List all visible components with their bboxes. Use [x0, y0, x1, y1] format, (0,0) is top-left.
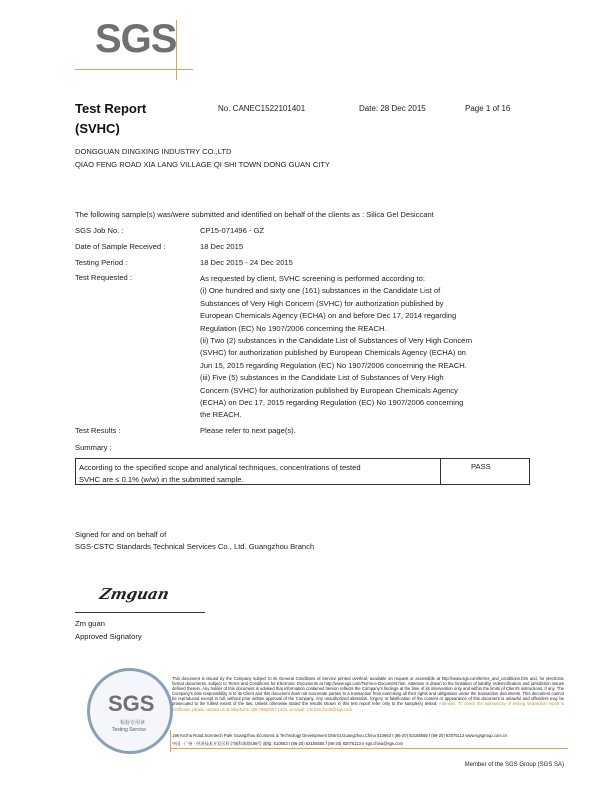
report-date: Date: 28 Dec 2015 — [359, 104, 426, 113]
address-cn: 中国 · 广州 · 经济技术开发区科学城科珠路198号 邮编: 510663 t (86-20) 82155555 f (86-20) 82075113 e sgs.china@sgs.com — [172, 741, 404, 746]
disclaimer: This document is issued by the Company subject to its General Conditions of Service printed overleaf, available on request or accessible at http://www.sgs.com/terms_and_conditions.htm and, for electronic format documents, subject to Terms and Conditions for Electronic Documents at http://www.sgs.com/Terms-e-Document.htm. Attention is drawn to the limitation of liability, indemnification and jurisdiction issues defined therein. Any holder of this document is advised that information contained hereon reflects the Company's findings at the time of its intervention only and within the limits of Client's instructions, if any. The Company's sole responsibility is to its Client and this document does not exonerate parties to a transaction from exercising all their rights and obligations under the transaction documents. This document cannot be reproduced except in full, without prior written approval of the Company. Any unauthorized alteration, forgery or falsification of the content or appearance of this document is unlawful and offenders may be prosecuted to the fullest extent of the law. Unless otherwise stated the results shown in this test report refer only to the sample(s) tested. Attention: To check the authenticity of testing /inspection report & certificate, please contact us at telephone: (86-755)8307 1443, or email: CN.Doccheck@sgs.com — [172, 676, 564, 712]
sgs-logo: SGS — [75, 15, 195, 85]
client-name: DONGGUAN DINGXING INDUSTRY CO.,LTD — [75, 147, 232, 156]
report-number: No. CANEC1522101401 — [218, 104, 306, 113]
verdict: PASS — [471, 462, 491, 471]
intro-text: The following sample(s) was/were submitted and identified on behalf of the clients as : Silica Gel Desiccant — [75, 210, 434, 219]
field-value: 18 Dec 2015 - 24 Dec 2015 — [200, 258, 293, 267]
report-title: Test Report — [75, 101, 147, 116]
page-number: Page 1 of 16 — [465, 104, 511, 113]
results-value: Please refer to next page(s). — [200, 426, 296, 435]
signature: Zmguan — [98, 585, 171, 603]
test-requested-text: As requested by client, SVHC screening is performed according to: (i) One hundred and sixty one (161) substances in the Candidate List of Substances of Very High Concern (SVHC) for authorization published by European Chemicals Agency (ECHA) on and before Dec 17, 2014 regarding Regulation (EC) No 1907/2006 concerning the REACH. (ii) Two (2) substances in the Candidate List of Substances of Very High Concern (SVHC) for authorization published by European Chemicals Agency (ECHA) on Jun 15, 2015 regarding Regulation (EC) No 1907/2006 concerning the REACH. (iii) Five (5) substances in the Candidate List of Substances of Very High Concern (SVHC) for authorization published by European Chemicals Agency (ECHA) on Dec 17, 2015 regarding Regulation (EC) No 1907/2006 concerning the REACH. — [200, 274, 473, 420]
summary-label: Summary : — [75, 443, 112, 452]
client-address: QIAO FENG ROAD XIA LANG VILLAGE QI SHI TOWN DONG GUAN CITY — [75, 160, 331, 169]
field-value: CP15-071496 - GZ — [200, 226, 265, 235]
results-label: Test Results : — [75, 426, 121, 435]
field-label: SGS Job No. : — [75, 226, 124, 235]
signatory-role: Approved Signatory — [75, 632, 142, 641]
report-subtitle: (SVHC) — [75, 121, 120, 136]
member-text: Member of the SGS Group (SGS SA) — [464, 762, 564, 768]
signed-line-2: SGS-CSTC Standards Technical Services Co., Ltd. Guangzhou Branch — [75, 542, 315, 551]
sgs-seal: SGS 检验专用章 Testing Service — [87, 668, 173, 754]
field-label: Test Requested : — [75, 273, 132, 282]
signature-line — [75, 612, 205, 613]
signatory-name: Zm guan — [75, 619, 105, 628]
address-en: 198 Kezhu Road,Scientech Park Guangzhou Economic & Technology Development District,Guangzhou,China 510663 t (86-20) 82155555 f (86-20) 82075113 www.sgsgroup.com.cn — [172, 733, 508, 738]
field-value: 18 Dec 2015 — [200, 242, 244, 251]
field-label: Testing Period : — [75, 258, 128, 267]
footer-rule — [170, 748, 568, 749]
field-label: Date of Sample Received : — [75, 242, 166, 251]
signed-line-1: Signed for and on behalf of — [75, 530, 167, 539]
summary-box: According to the specified scope and analytical techniques, concentrations of tested SVHC are ≤ 0.1% (w/w) in the submitted sample. PASS — [75, 458, 530, 485]
